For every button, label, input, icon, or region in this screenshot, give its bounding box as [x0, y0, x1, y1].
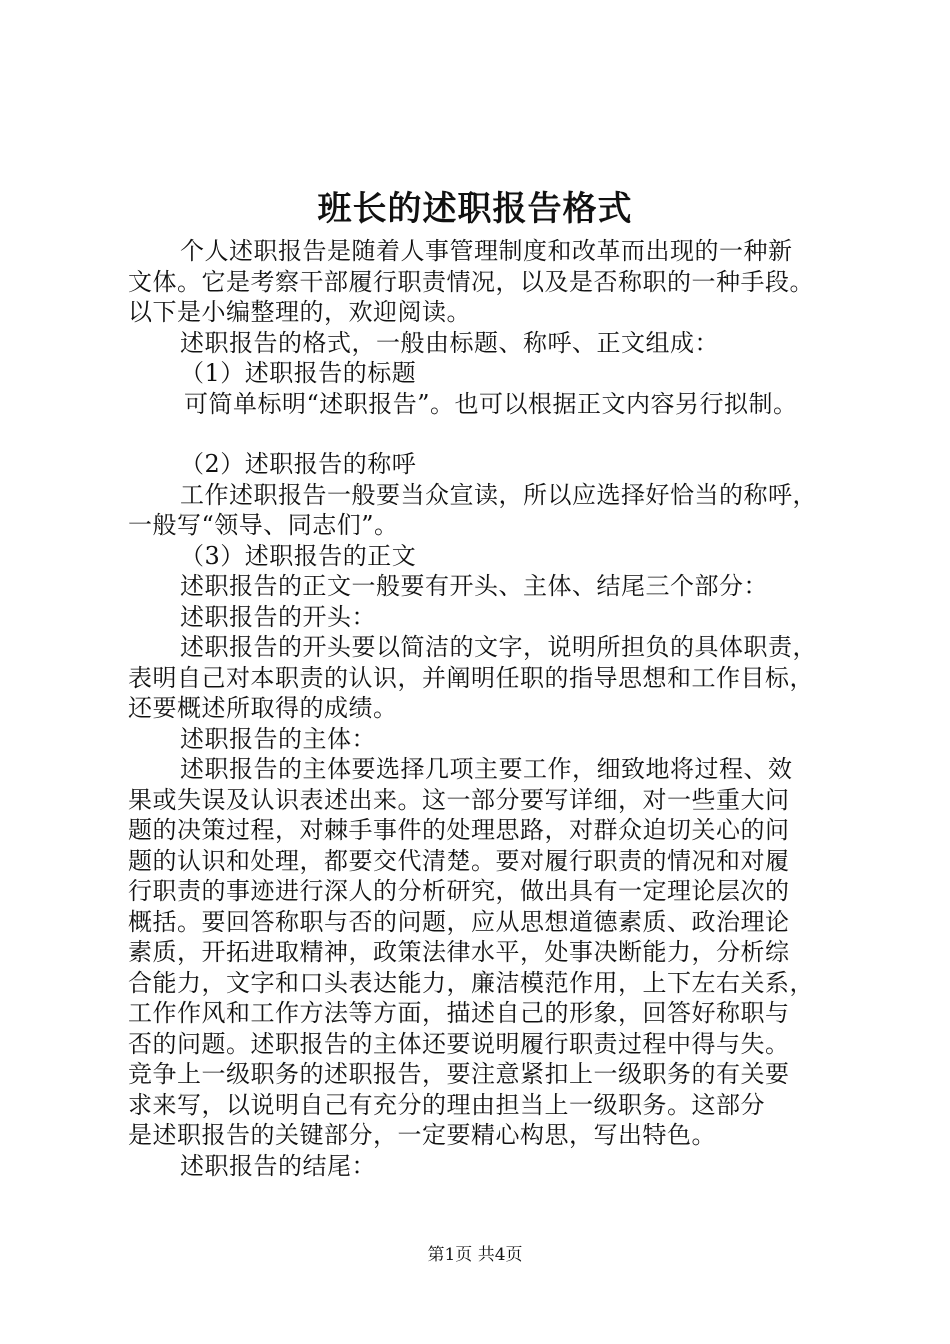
- paragraph-line: 行职责的事迹进行深人的分析研究，做出具有一定理论层次的: [128, 877, 790, 905]
- paragraph-line: 题的认识和处理，都要交代清楚。要对履行职责的情况和对履: [128, 846, 790, 875]
- subheading: 述职报告的结尾：: [180, 1151, 376, 1180]
- section-heading: （3）述职报告的正文: [180, 541, 417, 570]
- paragraph-line: 合能力，文字和口头表达能力，廉洁模范作用，上下左右关系，: [128, 968, 814, 997]
- paragraph-line: 以下是小编整理的，欢迎阅读。: [128, 298, 471, 326]
- paragraph-line: 素质，开拓进取精神，政策法律水平，处事决断能力，分析综: [128, 938, 790, 966]
- subheading: 述职报告的开头：: [180, 602, 376, 631]
- paragraph-line: 述职报告的格式，一般由标题、称呼、正文组成：: [180, 328, 719, 357]
- paragraph-line: 否的问题。述职报告的主体还要说明履行职责过程中得与失。: [128, 1029, 790, 1058]
- paragraph-line: 表明自己对本职责的认识，并阐明任职的指导思想和工作目标，: [128, 663, 814, 692]
- section-heading: （1）述职报告的标题: [180, 359, 417, 387]
- paragraph-line: 概括。要回答称职与否的问题，应从思想道德素质、政治理论: [128, 907, 790, 936]
- paragraph-line: 工作述职报告一般要当众宣读，所以应选择好恰当的称呼，: [180, 480, 817, 509]
- paragraph-line: 是述职报告的关键部分，一定要精心构思，写出特色。: [128, 1121, 716, 1149]
- paragraph-line: 还要概述所取得的成绩。: [128, 694, 398, 722]
- paragraph-line: 题的决策过程，对棘手事件的处理思路，对群众迫切关心的问: [128, 816, 790, 844]
- paragraph-line: 果或失误及认识表述出来。这一部分要写详细，对一些重大问: [128, 785, 790, 814]
- paragraph-line: 述职报告的开头要以简洁的文字，说明所担负的具体职责，: [180, 633, 817, 661]
- paragraph-line: 述职报告的正文一般要有开头、主体、结尾三个部分：: [180, 572, 768, 600]
- paragraph-line: 述职报告的主体要选择几项主要工作，细致地将过程、效: [180, 755, 793, 783]
- section-heading: （2）述职报告的称呼: [180, 450, 417, 478]
- subheading: 述职报告的主体：: [180, 724, 376, 753]
- paragraph-line: 可简单标明“述职报告”。也可以根据正文内容另行拟制。: [184, 389, 798, 418]
- paragraph-line: 个人述职报告是随着人事管理制度和改革而出现的一种新: [180, 237, 793, 265]
- paragraph-line: 文体。它是考察干部履行职责情况，以及是否称职的一种手段。: [128, 267, 814, 296]
- paragraph-line: 一般写“领导、同志们”。: [128, 511, 399, 539]
- paragraph-line: 竞争上一级职务的述职报告，要注意紧扣上一级职务的有关要: [128, 1060, 790, 1088]
- document-title: 班长的述职报告格式: [317, 189, 633, 229]
- paragraph-line: 求来写，以说明自己有充分的理由担当上一级职务。这部分: [128, 1090, 765, 1119]
- blank-line: [128, 419, 848, 449]
- page-number: 第1页 共4页: [427, 1245, 523, 1265]
- document-body: [128, 236, 848, 1181]
- paragraph-line: 工作作风和工作方法等方面，描述自己的形象，回答好称职与: [128, 999, 790, 1027]
